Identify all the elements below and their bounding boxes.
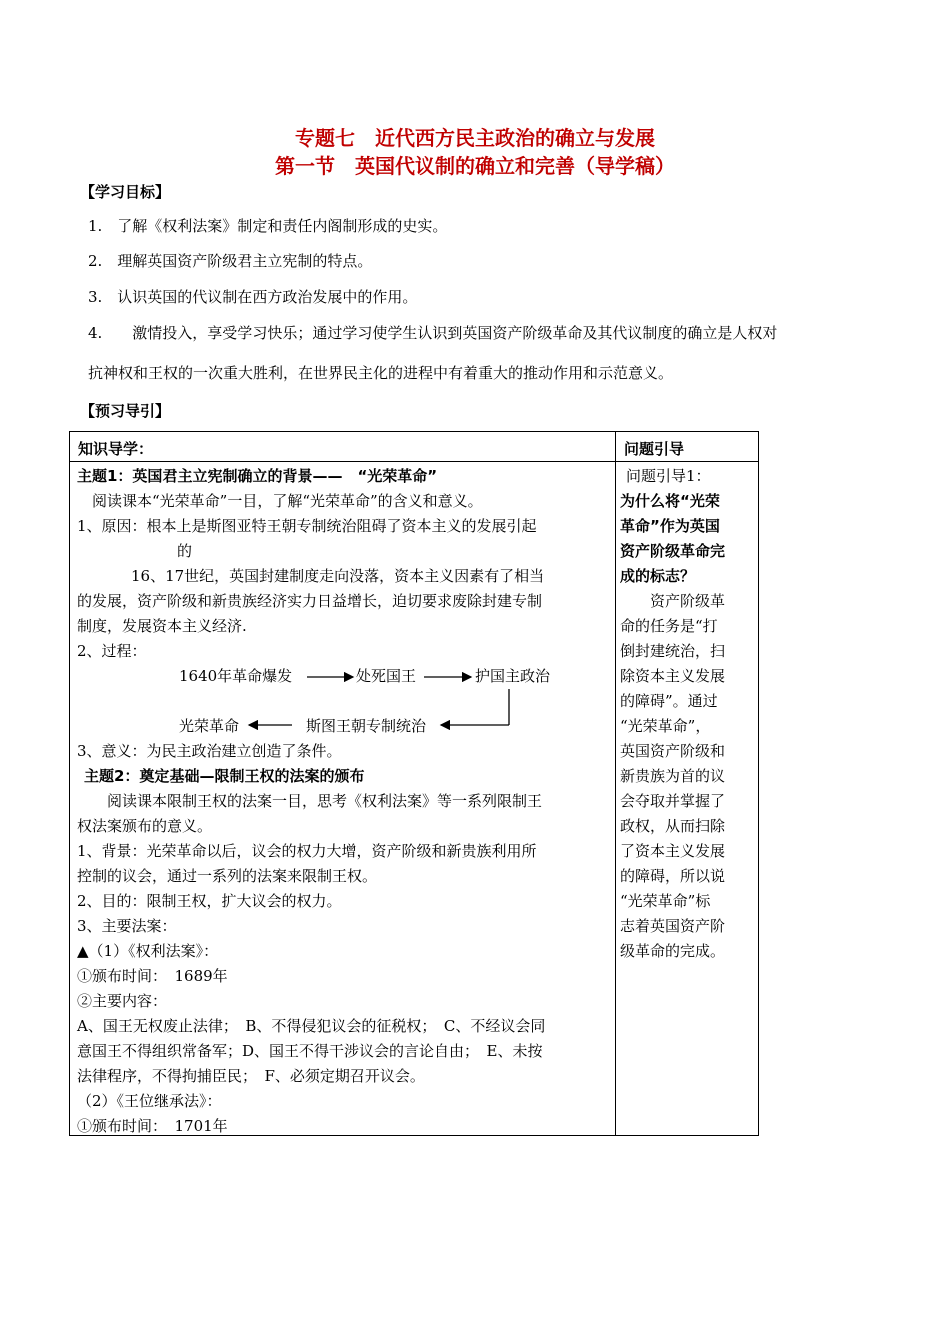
preview-heading: 【预习导引】 [80, 402, 171, 420]
answer-line: 新贵族为首的议 [620, 767, 726, 785]
question-label: 问题引导1： [626, 467, 711, 485]
header-knowledge: 知识导学： [70, 432, 616, 462]
question-text: 资产阶级革命完 [620, 542, 726, 560]
text-line: 3、主要法案： [77, 917, 177, 935]
flow-step-execution: 处死国王 [356, 667, 417, 685]
goals-heading: 【学习目标】 [80, 183, 171, 201]
text-line: 1、背景：光荣革命以后，议会的权力大增，资产阶级和新贵族利用所 [77, 842, 537, 860]
text-line: 2、目的：限制王权，扩大议会的权力。 [77, 892, 342, 910]
text-line: 阅读课本限制王权的法案一目，思考《权利法案》等一系列限制王 [77, 792, 543, 810]
text-line: （2）《王位继承法》： [77, 1092, 222, 1110]
answer-line: 命的任务是“打 [620, 617, 718, 635]
answer-line: 的障碍，所以说 [620, 867, 726, 885]
text-line: 3、意义：为民主政治建立创造了条件。 [77, 742, 342, 760]
topic2-heading: 主题2：奠定基础—限制王权的法案的颁布 [84, 767, 365, 785]
flow-step-protectorate: 护国主政治 [475, 667, 551, 685]
questions-cell [616, 462, 759, 1136]
text-line: 的 [177, 542, 193, 560]
text-line: 2、过程： [77, 642, 147, 660]
doc-title: 专题七 近代西方民主政治的确立与发展 [295, 126, 655, 150]
question-text: 为什么将“光荣 [620, 492, 720, 510]
question-text: 成的标志？ [620, 567, 696, 585]
answer-line: 志着英国资产阶 [620, 917, 726, 935]
answer-line: 除资本主义发展 [620, 667, 726, 685]
answer-line: “光荣革命”标 [620, 892, 711, 910]
text-line: 16、17世纪，英国封建制度走向没落，资本主义因素有了相当 [131, 567, 545, 585]
answer-line: 资产阶级革 [620, 592, 726, 610]
goal-item-1: 1. 了解《权利法案》制定和责任内阁制形成的史实。 [88, 217, 448, 235]
answer-line: 了资本主义发展 [620, 842, 726, 860]
goal-item-4-cont: 抗神权和王权的一次重大胜利，在世界民主化的进程中有着重大的推动作用和示范意义。 [88, 364, 674, 382]
text-line: 的发展，资产阶级和新贵族经济实力日益增长，迫切要求废除封建专制 [77, 592, 543, 610]
text-line: ②主要内容： [77, 992, 168, 1010]
doc-subtitle: 第一节 英国代议制的确立和完善（导学稿） [275, 154, 675, 178]
answer-line: 级革命的完成。 [620, 942, 726, 960]
text-line: 制度，发展资本主义经济. [77, 617, 247, 635]
text-line: ▲（1）《权利法案》： [77, 942, 219, 960]
text-line: 法律程序，不得拘捕臣民； F、必须定期召开议会。 [77, 1067, 425, 1085]
question-text: 革命”作为英国 [620, 517, 720, 535]
text-line: 控制的议会，通过一系列的法案来限制王权。 [77, 867, 378, 885]
answer-line: “光荣革命”， [620, 717, 711, 735]
text-line: 阅读课本“光荣革命”一目，了解“光荣革命”的含义和意义。 [77, 492, 483, 510]
text-line: ①颁布时间： 1689年 [77, 967, 228, 985]
flow-step-revolution: 1640年革命爆发 [179, 667, 293, 685]
text-line: ①颁布时间： 1701年 [77, 1117, 228, 1135]
text-line: 意国王不得组织常备军；D、国王不得干涉议会的言论自由； E、未按 [77, 1042, 543, 1060]
answer-line: 的障碍”。通过 [620, 692, 718, 710]
answer-line: 英国资产阶级和 [620, 742, 726, 760]
answer-line: 政权，从而扫除 [620, 817, 726, 835]
knowledge-cell [70, 462, 616, 1136]
topic1-heading: 主题1：英国君主立宪制确立的背景—— “光荣革命” [77, 467, 438, 485]
preview-table [69, 431, 759, 1136]
answer-line: 会夺取并掌握了 [620, 792, 726, 810]
flow-step-stuart: 斯图王朝专制统治 [306, 717, 427, 735]
header-questions: 问题引导 [616, 432, 759, 462]
text-line: 1、原因：根本上是斯图亚特王朝专制统治阻碍了资本主义的发展引起 [77, 517, 537, 535]
goal-item-2: 2. 理解英国资产阶级君主立宪制的特点。 [88, 252, 373, 270]
flow-step-glorious: 光荣革命 [179, 717, 240, 735]
text-line: A、国王无权废止法律； B、不得侵犯议会的征税权； C、不经议会同 [77, 1017, 546, 1035]
goal-item-3: 3. 认识英国的代议制在西方政治发展中的作用。 [88, 288, 418, 306]
answer-line: 倒封建统治，扫 [620, 642, 726, 660]
flow-arrows [70, 462, 616, 762]
goal-item-4: 4. 激情投入，享受学习快乐；通过学习使学生认识到英国资产阶级革命及其代议制度的确立是人权对 [88, 324, 778, 342]
text-line: 权法案颁布的意义。 [77, 817, 213, 835]
